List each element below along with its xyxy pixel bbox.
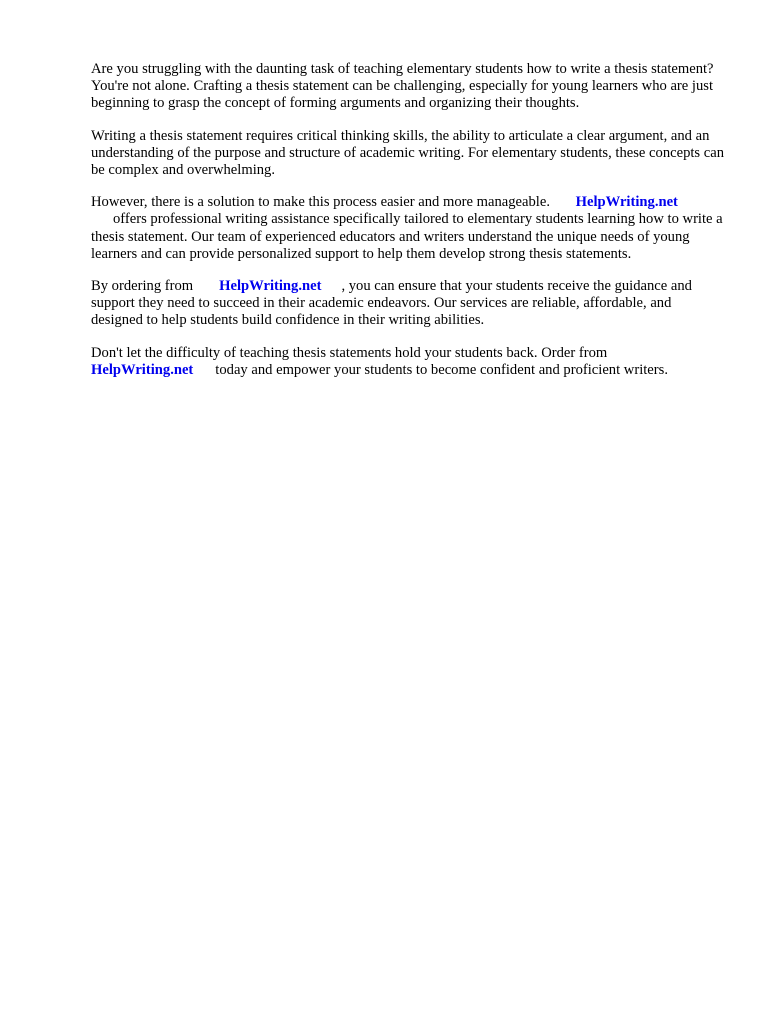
solution-paragraph [91, 194, 724, 263]
requirements-paragraph: Writing a thesis statement requires critical thinking skills, the ability to articulate a clear argument, and an understanding of the purpose and structure of academic writing. For elementary students, these concepts can be complex and overwhelming. [91, 127, 725, 179]
intro-paragraph: Are you struggling with the daunting task of teaching elementary students how to write a thesis statement? You're not alone. Crafting a thesis statement can be challenging, especially for young learners who are just beginning to grasp the concept of forming arguments and organizing their thoughts. [91, 61, 714, 112]
closing-paragraph [91, 345, 724, 379]
ordering-paragraph [91, 278, 724, 330]
closing-text-before: Don't let the difficulty of teaching thesis statements hold your students back. Order from [91, 344, 608, 361]
helpwriting-link[interactable]: HelpWriting.net [219, 278, 322, 295]
helpwriting-link[interactable]: HelpWriting.net [91, 361, 194, 378]
ordering-text-before: By ordering from [91, 278, 194, 295]
helpwriting-link[interactable]: HelpWriting.net [575, 194, 678, 211]
closing-text-after: today and empower your students to become confident and proficient writers. [215, 361, 668, 378]
ordering-text-after: , you can ensure that your students receive the guidance and support they need to succeed in their academic endeavors. Our services are reliable, affordable, and designed to help students build confidence in their writing abilities. [91, 278, 692, 329]
solution-text-before: However, there is a solution to make this process easier and more manageable. [91, 194, 550, 211]
solution-text-after: offers professional writing assistance specifically tailored to elementary students learning how to write a thesis statement. Our team of experienced educators and writers understand the unique needs of young learners and can provide personalized support to help them develop strong thesis statements. [91, 211, 723, 262]
